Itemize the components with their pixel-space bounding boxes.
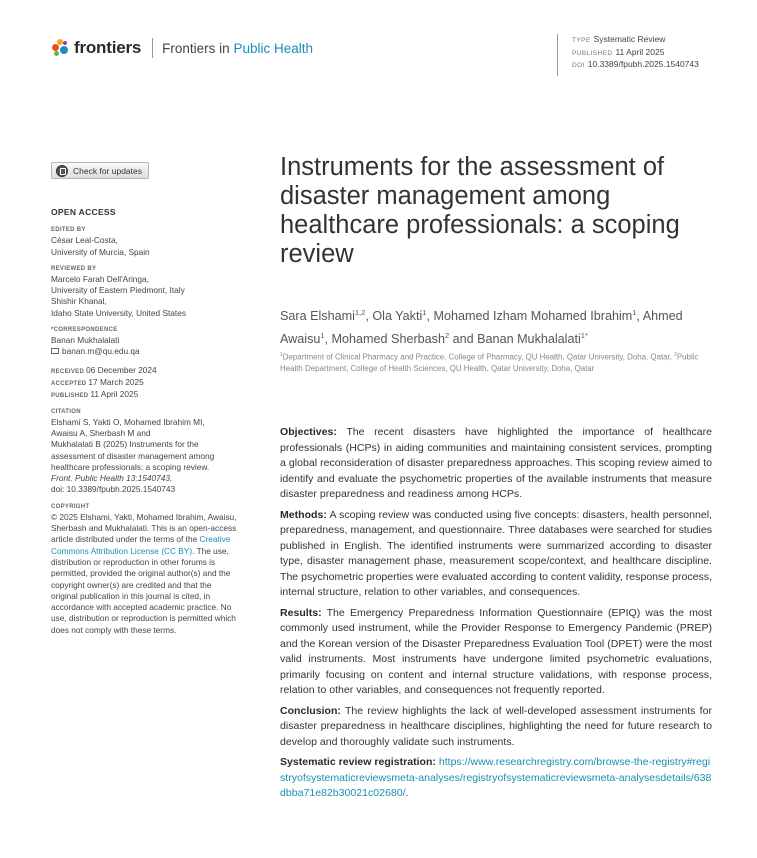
- check-updates-label: Check for updates: [73, 165, 142, 176]
- affiliations: $^1$Department of Clinical Pharmacy and Practice, College of Pharmacy, QU Health, Qatar University, Doha, Qatar, $^2$Public Health Department, College of Health Sciences, QU Health, Qatar University, Doha, Qatar: [280, 352, 699, 373]
- meta-published: PUBLISHED 11 April 2025: [572, 46, 665, 57]
- author[interactable]: Mohamed Izham Mohamed Ibrahim$^1$: [433, 308, 637, 324]
- meta-type: TYPE Systematic Review: [572, 34, 666, 44]
- abstract-results: Results: The Emergency Preparedness Information Questionnaire (EPIQ) was the most commonly used instrument, while the Provider Response to Emergency Pandemic (PREP) and the Korean version of the Disaster Preparedness Evaluation Tool (DPET) were the most valid instruments. Most instruments have undergone limited psychometric evaluations, primarily focusing on content and internal structure validations, with response process, relation to other variables, and consequences not frequently reported.: [280, 606, 712, 696]
- copyright-text: © 2025 Elshami, Yakti, Mohamed Ibrahim, Awaisu, Sherbash and Mukhalalati. This is an open-access article distributed under the terms of the Creative Commons Attribution License (CC BY). The use, distribution or reproduction in other forums is permitted, provided the original author(s) and the copyright owner(s) are credited and that the original publication in this journal is cited, in accordance with accepted academic practice. No use, distribution or reproduction is permitted which does not comply with these terms.: [51, 511, 237, 635]
- check-for-updates-button[interactable]: [51, 162, 149, 179]
- abstract: [280, 425, 712, 807]
- author-list: Sara Elshami$^{1,2}$, Ola Yakti$^1$, Mohamed Izham Mohamed Ibrahim$^1$, Ahmed Awaisu$^1$, Mohamed Sherbash$^2$ and Banan Mukhalalati$^{1*}$: [280, 308, 683, 347]
- publisher-name[interactable]: frontiers: [74, 38, 142, 57]
- dates-section: [51, 365, 251, 401]
- author[interactable]: Ahmed Awaisu$^1$: [280, 309, 683, 347]
- article-title: Instruments for the assessment of disaster management among healthcare professionals: a scoping review: [280, 153, 680, 268]
- correspondence-section: *CORRESPONDENCE Banan Mukhalalati banan.m@qu.edu.qa: [51, 326, 251, 358]
- date-published: PUBLISHED 11 April 2025: [51, 388, 139, 399]
- date-accepted: ACCEPTED 17 March 2025: [51, 376, 144, 387]
- copyright-section: COPYRIGHT © 2025 Elshami, Yakti, Mohamed Ibrahim, Awaisu, Sherbash and Mukhalalati. This is an open-access article distributed under the terms of the Creative Commons Attribution License (CC BY). The use, distribution or reproduction in other forums is permitted, provided the original author(s) and the copyright owner(s) are credited and that the original publication in this journal is cited, in accordance with accepted academic practice. No use, distribution or reproduction is permitted which does not comply with these terms.: [51, 503, 251, 636]
- edited-by-section: EDITED BY César Leal-Costa, University of Murcia, Spain: [51, 227, 150, 257]
- frontiers-logo-icon: [52, 39, 70, 57]
- cc-by-license-link[interactable]: Creative Commons Attribution License (CC BY): [51, 534, 231, 556]
- abstract-methods: Methods: A scoping review was conducted using five concepts: disasters, health personnel, preparedness, management, and questionnaire. Three databases were searched for studies published in English. The identified instruments were summarized according to disaster type, disaster management phase, measurement scope/context, and healthcare discipline. The psychometric properties were evaluated according to content validity, response process, internal structure, relation to other variables, and consequences.: [280, 508, 712, 598]
- header-divider: [152, 38, 153, 58]
- correspondence-email[interactable]: banan.m@qu.edu.qa: [51, 346, 251, 357]
- registration-link[interactable]: https://www.researchregistry.com/browse-the-registry#registryofsystematicreviewsmeta-analyses/registryofsystematicreviewsmeta-analysesdetails/638dbba71e82b30021c02680/: [280, 756, 712, 799]
- abstract-registration: Systematic review registration: https://www.researchregistry.com/browse-the-registry#registryofsystematicreviewsmeta-analyses/registryofsystematicreviewsmeta-analysesdetails/638dbba71e82b30021c02680/.: [280, 756, 712, 799]
- publisher-header: [52, 38, 313, 58]
- citation-doi[interactable]: doi: 10.3389/fpubh.2025.1540743: [51, 484, 176, 495]
- article-meta: [557, 34, 699, 76]
- abstract-conclusion: Conclusion: The review highlights the lack of well-developed assessment instruments for disaster preparedness in healthcare disciplines, highlighting the need for future research to develop and thoroughly validate such instruments.: [280, 704, 712, 748]
- reviewed-by-section: REVIEWED BY Marcelo Farah Dell'Aringa, University of Eastern Piedmont, Italy Shishir Khanal, Idaho State University, United States: [51, 265, 186, 318]
- journal-accent: Public Health: [233, 40, 313, 56]
- journal-name[interactable]: [162, 41, 313, 56]
- author[interactable]: Sara Elshami$^{1,2}$: [280, 308, 366, 324]
- open-access-label: OPEN ACCESS: [51, 207, 116, 217]
- meta-doi[interactable]: DOI 10.3389/fpubh.2025.1540743: [572, 59, 699, 69]
- citation-section: CITATION Elshami S, Yakti O, Mohamed Ibrahim MI, Awaisu A, Sherbash M and Mukhalalati B (2025) Instruments for the assessment of disaster management among healthcare professionals: a scoping review. Front. Public Health 13:1540743. doi: 10.3389/fpubh.2025.1540743: [51, 408, 251, 496]
- author[interactable]: Banan Mukhalalati$^{1*}$: [477, 331, 588, 347]
- author[interactable]: Mohamed Sherbash$^2$: [331, 331, 450, 347]
- check-updates-icon: [56, 165, 68, 177]
- mail-icon: [51, 348, 59, 354]
- journal-prefix: Frontiers in: [162, 40, 234, 56]
- sidebar: [51, 207, 251, 643]
- author[interactable]: Ola Yakti$^1$: [372, 308, 427, 324]
- date-received: RECEIVED 06 December 2024: [51, 364, 157, 375]
- abstract-objectives: Objectives: The recent disasters have highlighted the importance of healthcare professionals (HCPs) in aiding communities and maintaining consistent services, prompting a global reconsideration of disaster preparedness approaches. This scoping review aimed to identify and evaluate the psychometric properties of the available instruments that measure disaster preparedness and readiness among HCPs.: [280, 426, 712, 500]
